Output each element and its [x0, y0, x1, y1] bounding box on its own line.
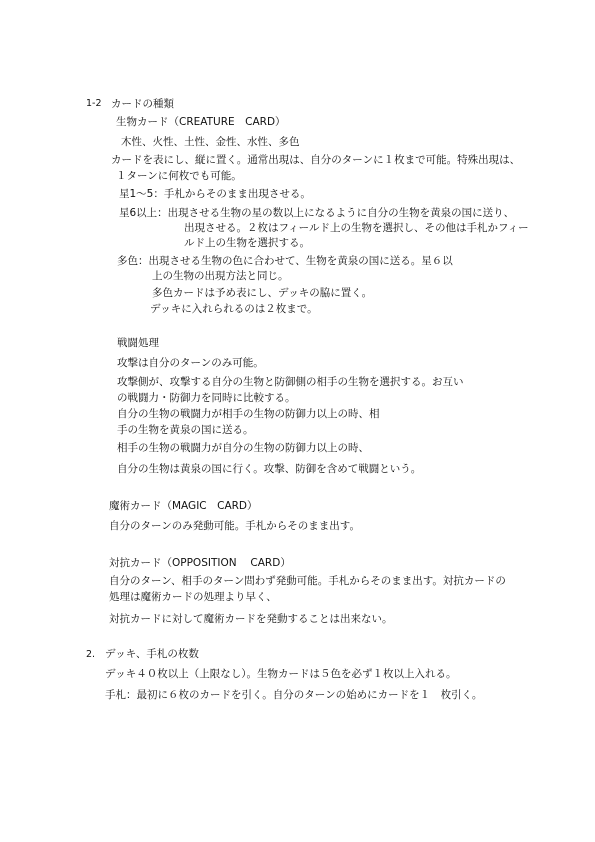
- section-number: 2.: [86, 649, 96, 660]
- star-1-5-rule: 星1～5：手札からそのまま出現させる。: [119, 188, 311, 200]
- deck-rule: デッキ４０枚以上（上限なし）。生物カードは５色を必ず１枚以上入れる。: [105, 668, 457, 680]
- opposition-rule-line: 対抗カードに対して魔術カードを発動することは出来ない。: [109, 613, 393, 625]
- battle-rule-line: 攻撃は自分のターンのみ可能。: [117, 357, 264, 369]
- battle-rule-line: 手の生物を黄泉の国に送る。: [117, 424, 254, 436]
- star-6-rule-line: 出現させる。２枚はフィールド上の生物を選択し、その他は手札かフィー: [184, 222, 529, 234]
- section-title: デッキ、手札の枚数: [105, 648, 199, 660]
- multicolor-rule-line: 多色カードは予め表にし、デッキの脇に置く。: [152, 287, 373, 299]
- star-6-rule-line: ルド上の生物を選択する。: [184, 237, 310, 249]
- opposition-rule-line: 処理は魔術カードの処理より早く、: [109, 591, 277, 603]
- magic-card-heading: 魔術カード（MAGIC CARD）: [109, 500, 258, 512]
- multicolor-rule-line: デッキに入れられるのは２枚まで。: [150, 303, 318, 315]
- section-title: カードの種類: [111, 98, 174, 110]
- battle-heading: 戦闘処理: [117, 337, 159, 349]
- opposition-rule-line: 自分のターン、相手のターン問わず発動可能。手札からそのまま出す。対抗カードの: [109, 575, 506, 587]
- creature-rule-line: １ターンに何枚でも可能。: [116, 170, 242, 182]
- battle-rule-line: の戦闘力・防御力を同時に比較する。: [117, 392, 296, 404]
- creature-rule-line: カードを表にし、縦に置く。通常出現は、自分のターンに１枚まで可能。特殊出現は、: [111, 154, 521, 166]
- battle-rule-line: 攻撃側が、攻撃する自分の生物と防御側の相手の生物を選択する。お互い: [117, 376, 464, 388]
- multicolor-rule-line: 多色：出現させる生物の色に合わせて、生物を黄泉の国に送る。星６以: [117, 255, 453, 267]
- creature-card-heading: 生物カード（CREATURE CARD）: [116, 116, 286, 128]
- section-number: 1-2: [86, 98, 102, 109]
- battle-rule-line: 相手の生物の戦闘力が自分の生物の防御力以上の時、: [117, 442, 369, 454]
- creature-attributes: 木性、火性、土性、金性、水性、多色: [121, 136, 300, 148]
- opposition-card-heading: 対抗カード（OPPOSITION CARD）: [109, 557, 291, 569]
- multicolor-rule-line: 上の生物の出現方法と同じ。: [152, 270, 289, 282]
- battle-rule-line: 自分の生物は黄泉の国に行く。攻撃、防御を含めて戦闘という。: [117, 463, 422, 475]
- star-6-rule-line: 星6以上：出現させる生物の星の数以上になるように自分の生物を黄泉の国に送り、: [119, 207, 515, 219]
- magic-rule-line: 自分のターンのみ発動可能。手札からそのまま出す。: [109, 520, 360, 532]
- hand-rule: 手札：最初に６枚のカードを引く。自分のターンの始めにカードを１ 枚引く。: [105, 689, 483, 701]
- battle-rule-line: 自分の生物の戦闘力が相手の生物の防御力以上の時、相: [117, 408, 380, 420]
